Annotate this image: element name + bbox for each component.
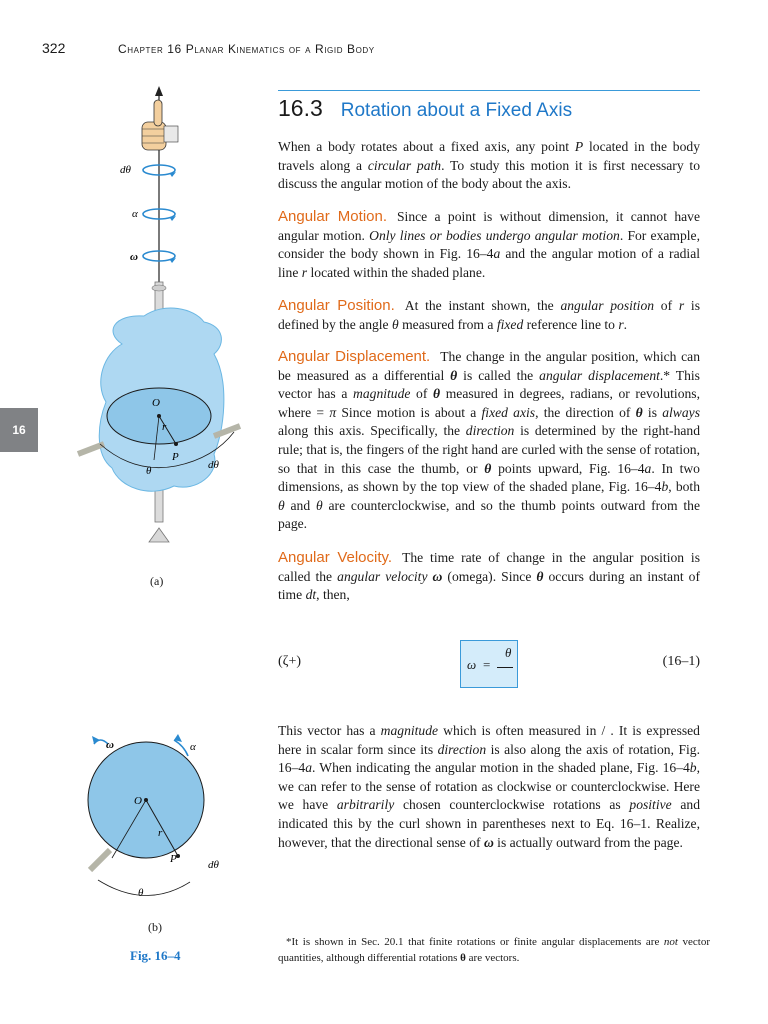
bearing-base [149,528,169,542]
label-r-b: r [158,827,163,839]
angular-displacement-heading: Angular Displacement. [278,348,431,365]
label-dtheta-arc: dθ [208,459,219,471]
section-heading [278,90,700,122]
label-omega-b: ω [106,739,114,751]
label-omega: ω [130,251,138,263]
page-header [42,40,728,62]
figure-a-rotating-body [64,82,254,572]
label-alpha: α [132,208,138,220]
figure-a-label: (a) [150,574,164,588]
chapter-tab: 16 [0,408,38,452]
equation-16-1 [278,640,700,688]
label-alpha-b: α [190,741,196,753]
label-O-b: O [134,795,142,807]
figure-b-label: (b) [148,920,162,934]
right-hand-icon [142,100,178,150]
angular-position-heading: Angular Position. [278,297,395,314]
section-title: Rotation about a Fixed Axis [340,100,573,121]
equation-sign-convention: (ζ+) [278,654,302,669]
equation-box: ω = θ [460,640,518,688]
label-dtheta-b: dθ [208,859,219,871]
figure-caption: Fig. 16–4 [130,948,181,963]
label-r: r [162,421,167,433]
label-theta: θ [146,465,152,477]
angular-motion-paragraph: Angular Motion. Since a point is without dimension, it cannot have angular motion. Only lines or bodies undergo angular motion. For example, consider the body shown in Fig. 16–4a and the angular motion of a radial line r located within the shaded plane. [278,208,701,280]
footnote: *It is shown in Sec. 20.1 that finite rotations or finite angular displacements are not vector quantities, although differential rotations θ are vectors. [278,936,710,964]
intro-paragraph: When a body rotates about a fixed axis, any point P located in the body travels along a circular path. To study this motion it is first necessary to discuss the angular motion of the body about the axis. [278,139,700,192]
page-number: 322 [42,40,66,56]
section-number: 16.3 [278,95,323,121]
angular-motion-heading: Angular Motion. [278,208,387,225]
equation-number: (16–1) [662,654,700,669]
label-O: O [152,397,160,409]
ground-b [90,850,110,870]
angular-velocity-heading: Angular Velocity. [278,549,393,566]
angular-displacement-paragraph: Angular Displacement. The change in the angular position, which can be measured as a differential θ is called the angular displacement.* This vector has a magnitude of θ measured in degrees, radians, or revolutions, where = π Since motion is about a fixed axis, the direction of θ is always along this axis. Specifically, the direction is determined by the right-hand rule; that is, the fingers of the right hand are curled with the sense of rotation, so that in this case the thumb, or θ points upward, Fig. 16–4a. In two dimensions, as shown by the top view of the shaded plane, Fig. 16–4b, both θ and θ are counterclockwise, and so the thumb points outward from the page. [278,348,700,532]
label-P: P [172,451,179,463]
figure-b-top-view [70,732,250,912]
label-P-b: P [170,853,177,865]
theta-arc-b [98,880,190,896]
angular-velocity-paragraph: Angular Velocity. The time rate of change in the angular position is called the angular velocity ω (omega). Since θ occurs during an instant of time dt, then, [278,549,700,603]
chapter-title: Chapter 16 Planar Kinematics of a Rigid Body [118,42,375,56]
axis-arrowhead-icon [155,86,163,96]
label-theta-b: θ [138,887,144,899]
label-dtheta: dθ [120,164,131,176]
after-equation-paragraph: This vector has a magnitude which is often measured in / . It is expressed here in scalar form since its direction is also along the axis of rotation, Fig. 16–4a. When indicating the angular motion in the shaded plane, Fig. 16–4b, we can refer to the sense of rotation as clockwise or counterclockwise. Here we have arbitrarily chosen counterclockwise rotations as positive and indicated this by the curl shown in parentheses next to Eq. 16–1. Realize, however, that the directional sense of ω is actually outward from the page. [278,723,700,850]
angular-position-paragraph: Angular Position. At the instant shown, the angular position of r is defined by the angle θ measured from a fixed reference line to r. [278,297,700,332]
